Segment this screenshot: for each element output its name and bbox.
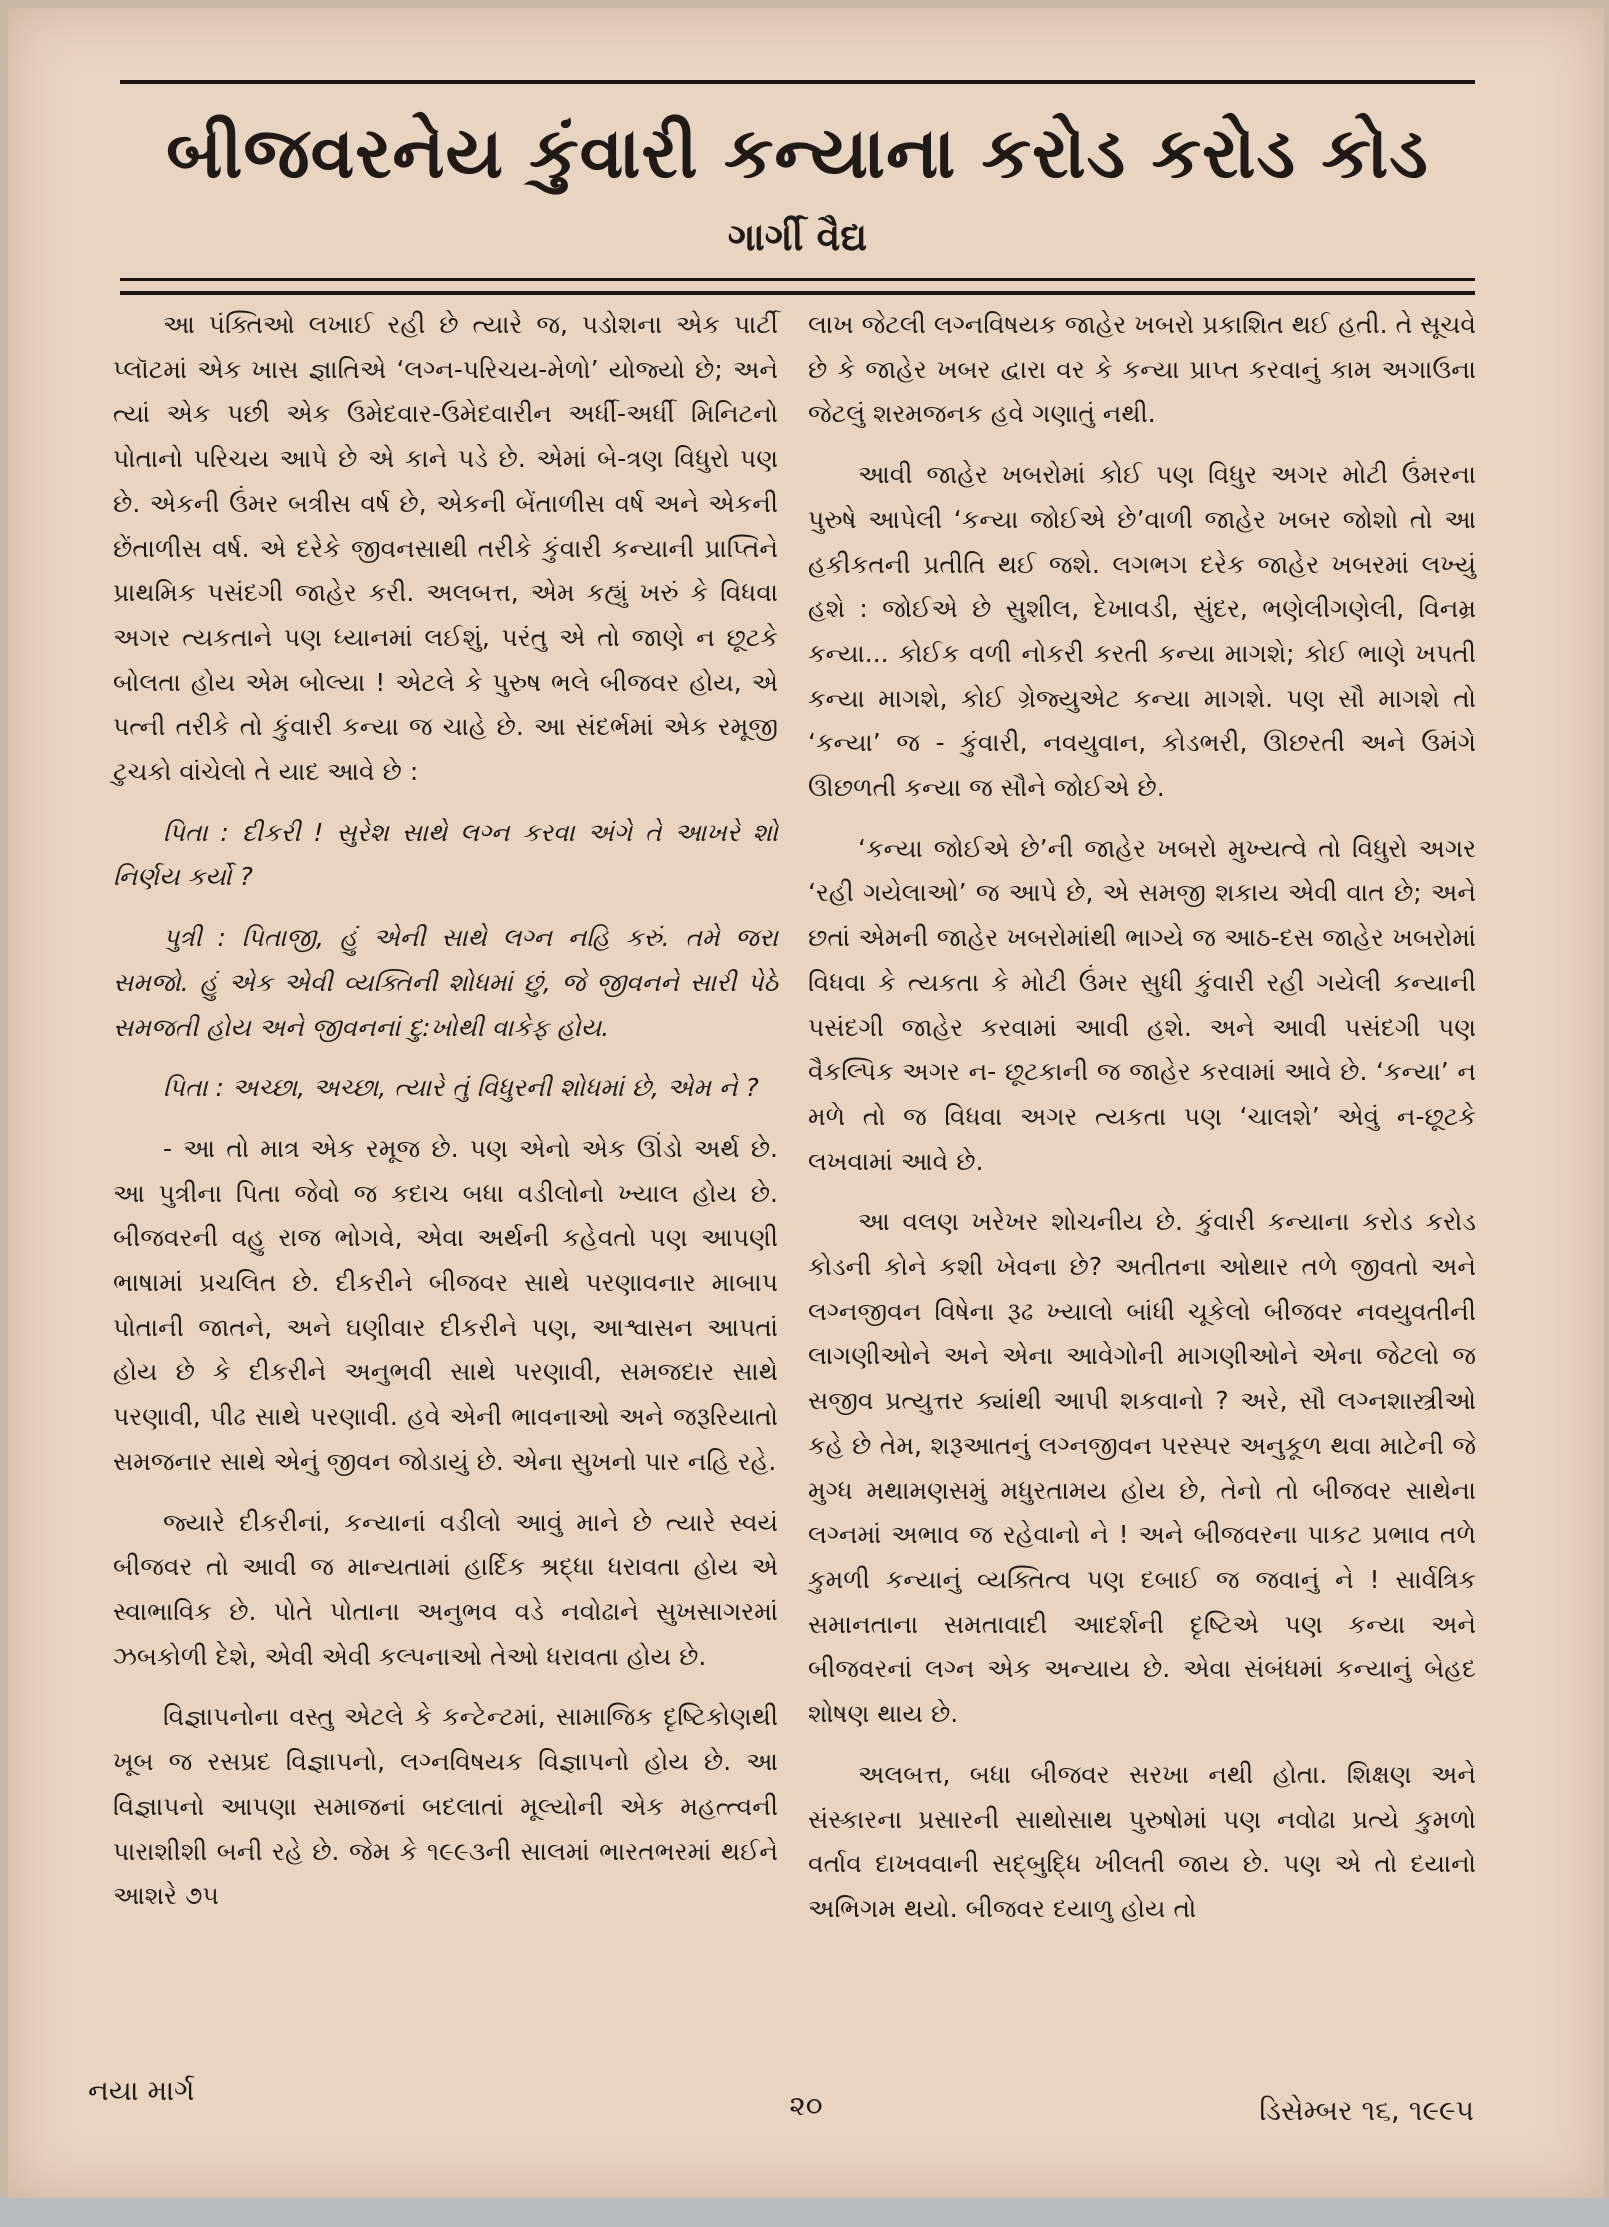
quote-daughter-reply: પુત્રી : પિતાજી, હું એની સાથે લગ્ન નહિ કરું. તમે જરા સમજો. હું એક એવી વ્યક્તિની શોધમાં છું, જે જીવનને સારી પેઠે સમજતી હોય અને જીવનનાં દુ:ખોથી વાકેફ હોય. [113,923,778,1042]
footer-page-number: ૨૦ [789,2089,823,2122]
scan-background-strip [0,2198,1609,2227]
top-rule [120,80,1475,84]
article-author: ગાર્ગી વૈદ્ય [727,215,868,259]
left-column [113,303,778,1935]
paragraph: આ પંક્તિઓ લખાઈ રહી છે ત્યારે જ, પડોશના એક પાર્ટી પ્લૉટમાં એક ખાસ જ્ઞાતિએ ‘લગ્ન-પરિચય-મેળો’ યોજ્યો છે; અને ત્યાં એક પછી એક ઉમેદવાર-ઉમેદવારીન અર્ધી-અર્ધી મિનિટનો પોતાનો પરિચય આપે છે એ કાને પડે છે. એમાં બે-ત્રણ વિધુરો પણ છે. એકની ઉંમર બત્રીસ વર્ષ છે, એકની બેંતાળીસ વર્ષ અને એકની છેંતાળીસ વર્ષ. એ દરેકે જીવનસાથી તરીકે કુંવારી કન્યાની પ્રાપ્તિને પ્રાથમિક પસંદગી જાહેર કરી. અલબત્ત, એમ કહ્યું ખરું કે વિધવા અગર ત્યકતાને પણ ધ્યાનમાં લઈશું, પરંતુ એ તો જાણે ન છૂટકે બોલતા હોય એમ બોલ્યા ! એટલે કે પુરુષ ભલે બીજવર હોય, એ પત્ની તરીકે તો કુંવારી કન્યા જ ચાહે છે. આ સંદર્ભમાં એક રમૂજી ટુચકો વાંચેલો તે યાદ આવે છે : [113,310,778,787]
footer-magazine-name: નયા માર્ગ [88,2074,195,2107]
quote-father-question: પિતા : દીકરી ! સુરેશ સાથે લગ્ન કરવા અંગે તે આખરે શો નિર્ણય કર્યો ? [113,817,778,892]
footer-date: ડિસેમ્બર ૧૬, ૧૯૯૫ [1259,2094,1474,2127]
quote-father-punchline: પિતા : અચ્છા, અચ્છા, ત્યારે તું વિધુરની શોધમાં છે, એમ ને ? [163,1073,759,1103]
article-title: બીજવરનેય કુંવારી કન્યાના કરોડ કરોડ કોડ [166,112,1429,194]
right-column [808,303,1476,1948]
title-double-rule [120,278,1475,295]
paragraph: ‘કન્યા જોઈએ છે’ની જાહેર ખબરો મુખ્યત્વે તો વિધુરો અગર ‘રહી ગયેલાઓ’ જ આપે છે, એ સમજી શકાય એવી વાત છે; અને છતાં એમની જાહેર ખબરોમાંથી ભાગ્યે જ આઠ-દસ જાહેર ખબરોમાં વિધવા કે ત્યકતા કે મોટી ઉંમર સુધી કુંવારી રહી ગયેલી કન્યાની પસંદગી જાહેર કરવામાં આવી હશે. અને આવી પસંદગી પણ વૈકલ્પિક અગર ન- છૂટકાની જ જાહેર કરવામાં આવે છે. ‘કન્યા’ ન મળે તો જ વિધવા અગર ત્યકતા પણ ‘ચાલશે’ એવું ન-છૂટકે લખવામાં આવે છે. [808,833,1476,1176]
paragraph-continued: લાખ જેટલી લગ્નવિષયક જાહેર ખબરો પ્રકાશિત થઈ હતી. તે સૂચવે છે કે જાહેર ખબર દ્વારા વર કે કન્યા પ્રાપ્ત કરવાનું કામ અગાઉના જેટલું શરમજનક હવે ગણાતું નથી. [808,310,1476,429]
paragraph: - આ તો માત્ર એક રમૂજ છે. પણ એનો એક ઊંડો અર્થ છે. આ પુત્રીના પિતા જેવો જ કદાચ બધા વડીલોનો ખ્યાલ હોય છે. બીજવરની વહુ રાજ ભોગવે, એવા અર્થની કહેવતો પણ આપણી ભાષામાં પ્રચલિત છે. દીકરીને બીજવર સાથે પરણાવનાર માબાપ પોતાની જાતને, અને ઘણીવાર દીકરીને પણ, આશ્વાસન આપતાં હોય છે કે દીકરીને અનુભવી સાથે પરણાવી, સમજદાર સાથે પરણાવી, પીઢ સાથે પરણાવી. હવે એની ભાવનાઓ અને જરૂરિયાતો સમજનાર સાથે એનું જીવન જોડાયું છે. એના સુખનો પાર નહિ રહે. [113,1133,778,1476]
paragraph: આ વલણ ખરેખર શોચનીય છે. કુંવારી કન્યાના કરોડ કરોડ કોડની કોને કશી ખેવના છે? અતીતના ઓથાર તળે જીવતો અને લગ્નજીવન વિષેના રૂઢ ખ્યાલો બાંધી ચૂકેલો બીજવર નવયુવતીની લાગણીઓને અને એના આવેગોની માગણીઓને એના જેટલો જ સજીવ પ્રત્યુત્તર ક્યાંથી આપી શકવાનો ? અરે, સૌ લગ્નશાસ્ત્રીઓ કહે છે તેમ, શરૂઆતનું લગ્નજીવન પરસ્પર અનુકૂળ થવા માટેની જે મુગ્ધ મથામણસમું મધુરતામય હોય છે, તેનો તો બીજવર સાથેના લગ્નમાં અભાવ જ રહેવાનો ને ! અને બીજવરના પાકટ પ્રભાવ તળે કુમળી કન્યાનું વ્યક્તિત્વ પણ દબાઈ જ જવાનું ને ! સાર્વત્રિક સમાનતાના સમતાવાદી આદર્શની દૃષ્ટિએ પણ કન્યા અને બીજવરનાં લગ્ન એક અન્યાય છે. એવા સંબંધમાં કન્યાનું બેહદ શોષણ થાય છે. [808,1207,1476,1729]
paragraph: વિજ્ઞાપનોના વસ્તુ એટલે કે કન્ટેન્ટમાં, સામાજિક દૃષ્ટિકોણથી ખૂબ જ રસપ્રદ વિજ્ઞાપનો, લગ્નવિષયક વિજ્ઞાપનો હોય છે. આ વિજ્ઞાપનો આપણા સમાજનાં બદલાતાં મૂલ્યોની એક મહત્ત્વની પારાશીશી બની રહે છે. જેમ કે ૧૯૯૩ની સાલમાં ભારતભરમાં થઈને આશરે ૭૫ [113,1702,778,1911]
paragraph: અલબત્ત, બધા બીજવર સરખા નથી હોતા. શિક્ષણ અને સંસ્કારના પ્રસારની સાથોસાથ પુરુષોમાં પણ નવોઢા પ્રત્યે કુમળો વર્તાવ દાખવવાની સદ્બુદ્ધિ ખીલતી જાય છે. પણ એ તો દયાનો અભિગમ થયો. બીજવર દયાળુ હોય તો [808,1759,1476,1923]
paragraph: જ્યારે દીકરીનાં, કન્યાનાં વડીલો આવું માને છે ત્યારે સ્વયં બીજવર તો આવી જ માન્યતામાં હાર્દિક શ્રદ્ધા ધરાવતા હોય એ સ્વાભાવિક છે. પોતે પોતાના અનુભવ વડે નવોઢાને સુખસાગરમાં ઝબકોળી દેશે, એવી એવી કલ્પનાઓ તેઓ ધરાવતા હોય છે. [113,1507,778,1671]
magazine-page [8,8,1604,2198]
paragraph: આવી જાહેર ખબરોમાં કોઈ પણ વિધુર અગર મોટી ઉંમરના પુરુષે આપેલી ‘કન્યા જોઈએ છે’વાળી જાહેર ખબર જોશો તો આ હકીકતની પ્રતીતિ થઈ જશે. લગભગ દરેક જાહેર ખબરમાં લખ્યું હશે : જોઈએ છે સુશીલ, દેખાવડી, સુંદર, ભણેલીગણેલી, વિનમ્ર કન્યા... કોઈક વળી નોકરી કરતી કન્યા માગશે; કોઈ ભાણે ખપતી કન્યા માગશે, કોઈ ગ્રેજ્યુએટ કન્યા માગશે. પણ સૌ માગશે તો ‘કન્યા’ જ - કુંવારી, નવયુવાન, કોડભરી, ઊછરતી અને ઉમંગે ઊછળતી કન્યા જ સૌને જોઈએ છે. [808,460,1476,803]
